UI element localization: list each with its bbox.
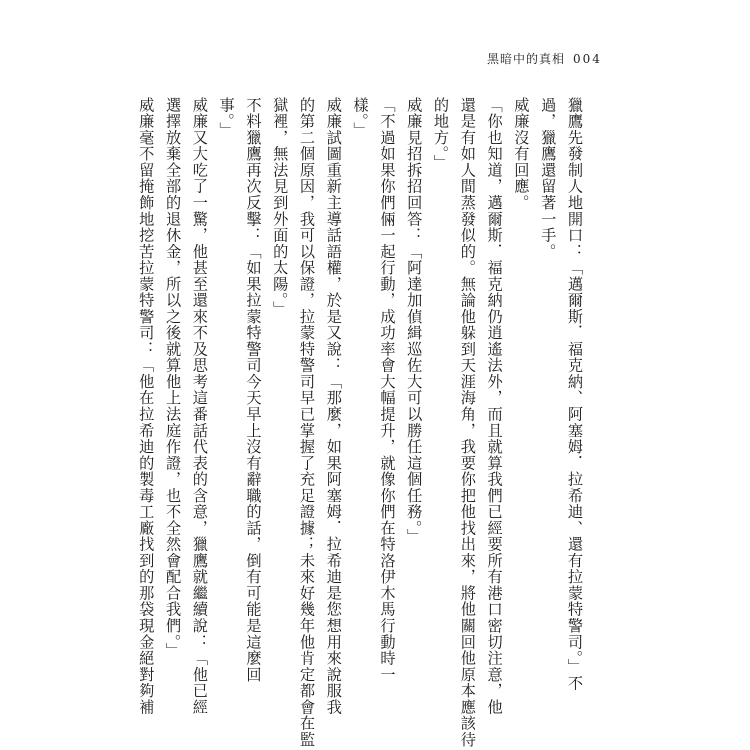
text-column: 威廉又大吃了一驚，他甚至還來不及思考這番話代表的含意，獵鷹就繼續說：「他已經: [190, 97, 209, 716]
body-text: [137, 97, 588, 748]
book-title: 黑暗中的真相: [487, 52, 566, 66]
running-header: [487, 50, 667, 67]
text-column: 不料獵鷹再次反擊：「如果拉蒙特警司今天早上沒有辭職的話，倒有可能是這麼回: [244, 97, 263, 683]
text-column: 威廉沒有回應。: [512, 97, 531, 211]
text-column: 威廉見招拆招回答：「阿達加偵緝巡佐大可以勝任這個任務。」: [405, 97, 424, 545]
text-column: 「你也知道，邁爾斯．福克納仍逍遙法外，而且就算我們已經要所有港口密切注意，他: [485, 97, 504, 716]
text-column: 選擇放棄全部的退休金，所以之後就算他上法庭作證，也不全然會配合我們。」: [164, 97, 183, 659]
text-column: 過，獵鷹還留著一手。: [539, 97, 558, 260]
page-number: 004: [573, 52, 602, 66]
text-column: 事。」: [217, 97, 236, 139]
text-column: 威廉毫不留掩飾地挖苦拉蒙特警司：「他在拉希迪的製毒工廠找到的那袋現金絕對夠補: [137, 97, 156, 716]
text-column: 威廉試圖重新主導話語權，於是又說：「那麼，如果阿塞姆．拉希迪是您想用來說服我: [324, 97, 343, 716]
text-column: 的第二個原因，我可以保證，拉蒙特警司早已掌握了充足證據；未來好幾年他肯定都會在監: [298, 97, 317, 748]
text-column: 「不過如果你們倆一起行動，成功率會大幅提升，就像你們在特洛伊木馬行動時一: [378, 97, 397, 683]
text-column: 的地方。」: [432, 97, 451, 171]
text-column: 獵鷹先發制人地開口：「邁爾斯．福克納、阿塞姆．拉希迪、還有拉蒙特警司。」不: [566, 97, 584, 692]
text-column: 樣。」: [351, 97, 370, 139]
text-column: 獄裡，無法見到外面的太陽。」: [271, 97, 290, 318]
text-column: 還是有如人間蒸發似的。無論他躲到天涯海角，我要你把他找出來，將他關回他原本應該待: [458, 97, 477, 748]
